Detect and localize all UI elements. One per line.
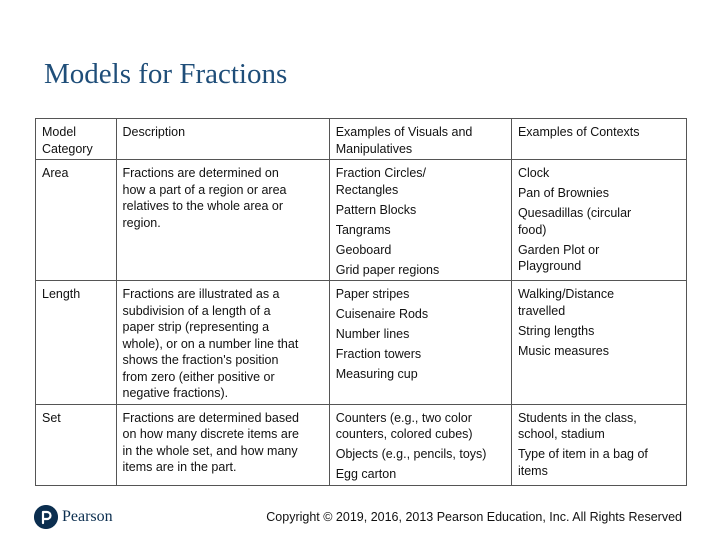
cell-category bbox=[36, 404, 117, 485]
visuals-text: Rectangles bbox=[335, 182, 399, 197]
description-text: on how many discrete items are bbox=[122, 427, 299, 441]
cell-description bbox=[116, 281, 329, 405]
description-text: whole), or on a number line that bbox=[122, 336, 299, 351]
description-text: in the whole set, and how many bbox=[122, 443, 298, 458]
table-row bbox=[36, 160, 687, 281]
cell-visuals bbox=[329, 281, 511, 405]
contexts-text: Students in the class, bbox=[517, 410, 637, 425]
description-text: paper strip (representing a bbox=[122, 320, 270, 334]
visuals-item bbox=[336, 410, 505, 443]
contexts-text: travelled bbox=[517, 303, 566, 318]
table-row bbox=[36, 281, 687, 405]
category-text: Length bbox=[42, 287, 81, 301]
cell-category bbox=[36, 160, 117, 281]
visuals-item: Pattern Blocks bbox=[335, 202, 417, 217]
contexts-item bbox=[518, 242, 680, 275]
page-title: Models for Fractions bbox=[44, 58, 288, 90]
contexts-text: items bbox=[517, 463, 548, 478]
header-contexts bbox=[511, 119, 686, 160]
visuals-text: Counters (e.g., two color bbox=[335, 410, 472, 425]
visuals-item: Cuisenaire Rods bbox=[335, 307, 429, 321]
description-text: items are in the part. bbox=[122, 460, 237, 474]
category-text: Set bbox=[42, 410, 61, 425]
contexts-item bbox=[518, 286, 680, 319]
header-text: Examples of Visuals and bbox=[335, 125, 473, 139]
visuals-item: Tangrams bbox=[335, 222, 391, 237]
contexts-item: String lengths bbox=[517, 323, 595, 338]
contexts-text: school, stadium bbox=[517, 427, 605, 441]
header-text: Category bbox=[42, 141, 93, 156]
contexts-text: Type of item in a bag of bbox=[517, 447, 648, 461]
contexts-text: food) bbox=[517, 222, 547, 237]
visuals-item: Grid paper regions bbox=[335, 262, 440, 277]
visuals-item: Objects (e.g., pencils, toys) bbox=[335, 447, 487, 461]
cell-description bbox=[116, 404, 329, 485]
visuals-item: Geoboard bbox=[335, 242, 392, 257]
header-text: Description bbox=[122, 125, 186, 139]
table-row bbox=[36, 404, 687, 485]
header-model-category bbox=[36, 119, 117, 160]
cell-description bbox=[116, 160, 329, 281]
contexts-text: Walking/Distance bbox=[517, 287, 615, 301]
contexts-text: Playground bbox=[517, 259, 582, 273]
cell-category bbox=[36, 281, 117, 405]
description-text: relatives to the whole area or bbox=[122, 199, 284, 213]
pearson-logo-text: Pearson bbox=[62, 508, 113, 525]
visuals-text: Fraction Circles/ bbox=[335, 166, 427, 180]
contexts-item: Pan of Brownies bbox=[517, 186, 609, 200]
pearson-logo bbox=[34, 504, 113, 530]
contexts-item: Clock bbox=[517, 166, 550, 180]
visuals-item: Measuring cup bbox=[335, 367, 418, 381]
copyright-notice: Copyright © 2019, 2016, 2013 Pearson Education, Inc. All Rights Reserved bbox=[266, 510, 682, 524]
models-table bbox=[35, 118, 687, 486]
header-description bbox=[116, 119, 329, 160]
contexts-item bbox=[518, 410, 680, 443]
contexts-text: Quesadillas (circular bbox=[517, 206, 632, 220]
contexts-item bbox=[518, 446, 680, 479]
description-text: region. bbox=[122, 215, 161, 230]
description-text: from zero (either positive or bbox=[122, 369, 275, 384]
description-text: negative fractions). bbox=[122, 386, 229, 400]
visuals-item: Number lines bbox=[335, 327, 410, 341]
cell-contexts bbox=[511, 160, 686, 281]
description-text: Fractions are illustrated as a bbox=[122, 287, 280, 301]
description-text: Fractions are determined based bbox=[122, 410, 299, 425]
header-text: Model bbox=[42, 125, 77, 139]
cell-visuals bbox=[329, 160, 511, 281]
visuals-item: Egg carton bbox=[335, 467, 397, 481]
visuals-item: Fraction towers bbox=[335, 347, 422, 361]
description-text: shows the fraction's position bbox=[122, 353, 279, 367]
category-text: Area bbox=[42, 166, 69, 180]
visuals-item: Paper stripes bbox=[335, 287, 410, 301]
contexts-text: Garden Plot or bbox=[517, 242, 600, 257]
description-text: Fractions are determined on bbox=[122, 166, 279, 180]
cell-visuals bbox=[329, 404, 511, 485]
header-text: Examples of Contexts bbox=[517, 125, 640, 139]
contexts-item bbox=[518, 205, 680, 238]
table-header-row bbox=[36, 119, 687, 160]
header-visuals bbox=[329, 119, 511, 160]
header-text: Manipulatives bbox=[335, 141, 413, 156]
visuals-item bbox=[336, 165, 505, 198]
description-text: how a part of a region or area bbox=[122, 182, 287, 197]
contexts-item: Music measures bbox=[517, 343, 609, 358]
pearson-p-icon bbox=[34, 505, 58, 529]
description-text: subdivision of a length of a bbox=[122, 303, 271, 318]
cell-contexts bbox=[511, 404, 686, 485]
visuals-text: counters, colored cubes) bbox=[335, 427, 473, 441]
cell-contexts bbox=[511, 281, 686, 405]
